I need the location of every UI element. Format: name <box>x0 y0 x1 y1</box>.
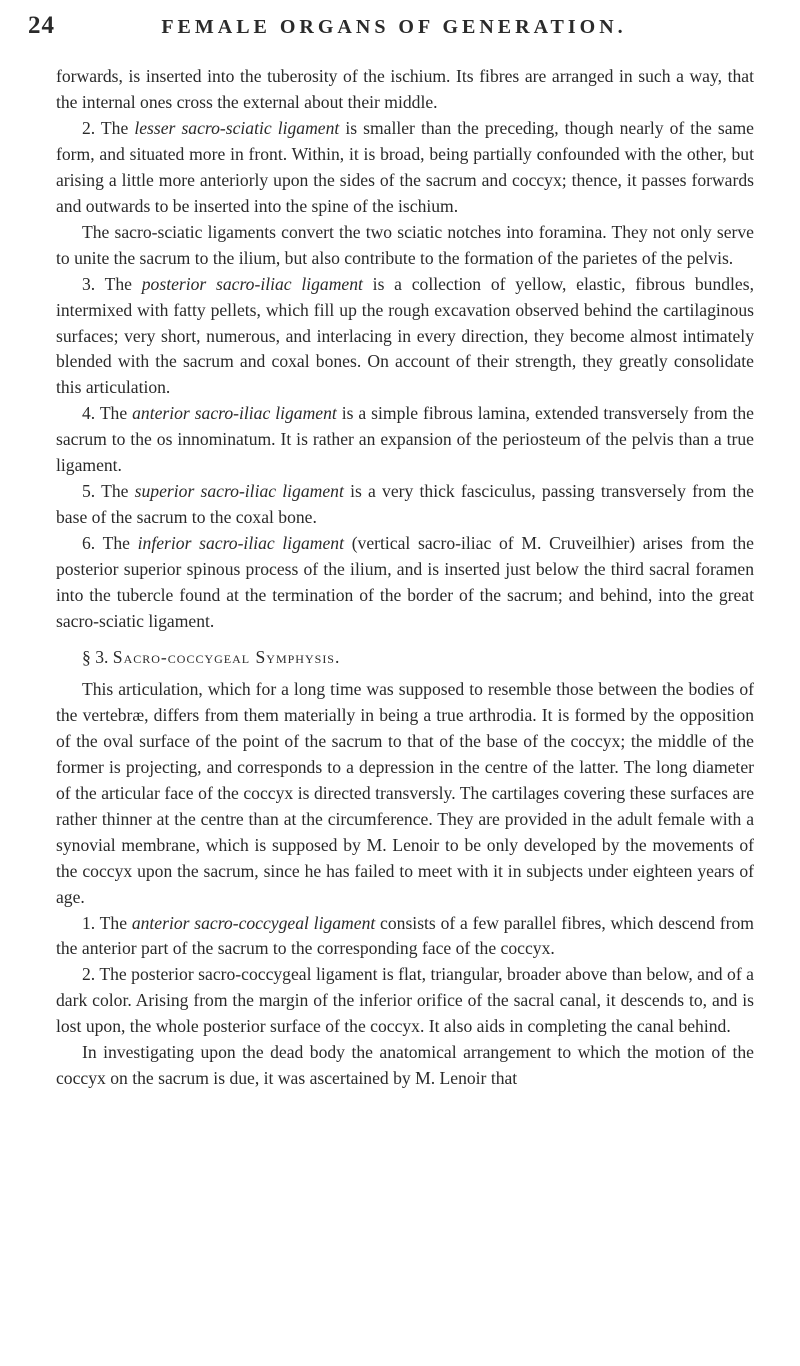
paragraph: 2. The posterior sacro-coccygeal ligament is flat, triangular, broader above than below, and of a dark color. Arising from the margin of the inferior orifice of the sacral canal, it descends to, and is lost upon, the whole posterior surface of the coccyx. It also aids in completing the canal behind. <box>56 964 754 1037</box>
paragraph: 4. The anterior sacro-iliac ligament is a simple fibrous lamina, extended transversely from the sacrum to the os innominatum. It is rather an expansion of the periosteum of the pelvis than a true ligament. <box>56 403 754 476</box>
ligament-term: anterior sacro-iliac ligament <box>132 403 337 424</box>
page-number: 24 <box>28 12 55 39</box>
paragraph: The sacro-sciatic ligaments convert the two sciatic notches into foramina. They not only serve to unite the sacrum to the ilium, but also contribute to the formation of the parietes of the pelvis. <box>56 221 754 268</box>
ligament-term: anterior sacro-coccygeal ligament <box>131 912 376 933</box>
running-head: FEMALE ORGANS OF GENERATION. <box>161 16 627 38</box>
ligament-term: superior sacro-iliac ligament <box>134 481 344 502</box>
paragraph: forwards, is inserted into the tuberosity of the ischium. Its fibres are arranged in such a way, that the internal ones cross the external about their middle. <box>56 66 754 112</box>
paragraph: This articulation, which for a long time was supposed to resemble those between the bodies of the vertebræ, differs from them materially in being a true arthrodia. It is formed by the opposition of the oval surface of the point of the sacrum to that of the base of the coccyx; the middle of the former is projecting, and corresponds to a depression in the centre of the latter. The long diameter of the articular face of the coccyx is directed transversly. The cartilages covering these surfaces are rather thinner at the centre than at the circumference. They are provided in the adult female with a synovial membrane, which is supposed by M. Lenoir to be only developed by the movements of the coccyx upon the sacrum, since he has failed to meet with it in subjects under eighteen years of age. <box>56 678 754 907</box>
page-header <box>28 8 760 48</box>
paragraph: 2. The lesser sacro-sciatic ligament is smaller than the preceding, though nearly of the same form, and situated more in front. Within, it is broad, being partially confounded with the other, but arising a little more anteriorly upon the sides of the sacrum and coccyx; thence, it passes forwards and outwards to be inserted into the spine of the ischium. <box>56 117 754 216</box>
section-heading: § 3. Sacro-coccygeal Symphysis. <box>82 646 341 667</box>
paragraph: 3. The posterior sacro-iliac ligament is a collection of yellow, elastic, fibrous bundles, intermixed with fatty pellets, which fill up the rough excavation observed behind the cartilaginous surfaces; very short, numerous, and interlacing in every direction, they become almost intimately blended with the sacrum and coxal bones. On account of their strength, they greatly consolidate this articulation. <box>56 273 754 398</box>
paragraph: 6. The inferior sacro-iliac ligament (vertical sacro-iliac of M. Cruveilhier) arises from the posterior superior spinous process of the ilium, and is inserted just below the third sacral foramen into the tubercle found at the termination of the border of the sacrum; and behind, into the great sacro-sciatic ligament. <box>56 533 754 632</box>
paragraph: 5. The superior sacro-iliac ligament is a very thick fasciculus, passing transversely from the base of the sacrum to the coxal bone. <box>56 481 754 528</box>
body-text <box>56 64 754 1092</box>
paragraph: In investigating upon the dead body the anatomical arrangement to which the motion of the coccyx on the sacrum is due, it was ascertained by M. Lenoir that <box>56 1042 754 1089</box>
paragraph: 1. The anterior sacro-coccygeal ligament consists of a few parallel fibres, which descend from the anterior part of the sacrum to the corresponding face of the coccyx. <box>56 912 754 959</box>
ligament-term: posterior sacro-iliac ligament <box>141 273 363 294</box>
ligament-term: lesser sacro-sciatic ligament <box>134 117 340 138</box>
ligament-term: inferior sacro-iliac ligament <box>137 533 344 554</box>
